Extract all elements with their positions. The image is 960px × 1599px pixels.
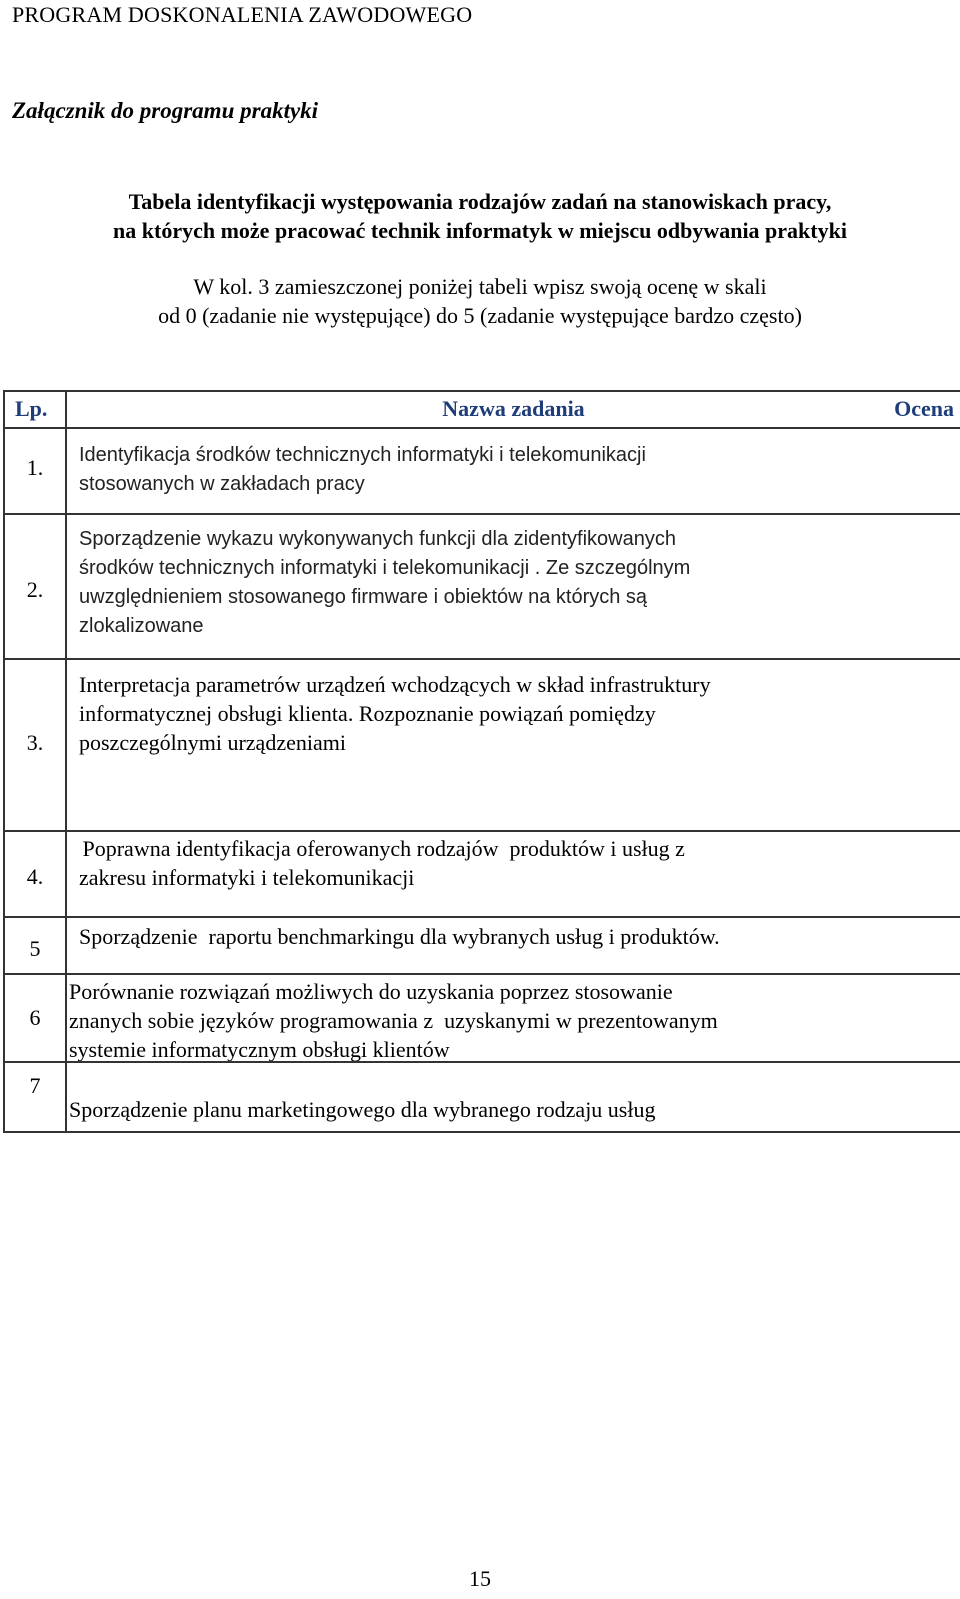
task-line: Sporządzenie raportu benchmarkingu dla wybranych usług i produktów. bbox=[79, 924, 720, 949]
table-row bbox=[5, 658, 960, 830]
row-number: 1. bbox=[26, 455, 44, 480]
task-line: Porównanie rozwiązań możliwych do uzyskania poprzez stosowanie bbox=[69, 979, 673, 1004]
task-line: systemie informatycznym obsługi klientów bbox=[69, 1037, 450, 1062]
row-number-cell bbox=[5, 918, 67, 973]
task-line: zakresu informatyki i telekomunikacji bbox=[79, 865, 415, 890]
task-line: poszczególnymi urządzeniami bbox=[79, 730, 346, 755]
task-line: Identyfikacja środków technicznych informatyki i telekomunikacji bbox=[79, 444, 646, 466]
attachment-title: Załącznik do programu praktyki bbox=[12, 98, 319, 123]
row-number: 6 bbox=[29, 1005, 41, 1030]
table-row bbox=[5, 973, 960, 1061]
table-row bbox=[5, 427, 960, 513]
table-title-line-1: Tabela identyfikacji występowania rodzajów zadań na stanowiskach pracy, bbox=[128, 189, 832, 214]
page-number: 15 bbox=[469, 1566, 491, 1591]
instruction-line-1: W kol. 3 zamieszczonej poniżej tabeli wpisz swoją ocenę w skali bbox=[193, 274, 767, 299]
task-cell bbox=[67, 515, 960, 658]
header-lp: Lp. bbox=[15, 396, 48, 421]
task-line: uwzględnieniem stosowanego firmware i obiektów na których są bbox=[79, 586, 648, 608]
row-number-cell bbox=[5, 660, 67, 830]
row-number: 2. bbox=[26, 577, 44, 602]
task-line: zlokalizowane bbox=[79, 615, 204, 637]
row-number-cell bbox=[5, 832, 67, 916]
header-name: Nazwa zadania bbox=[442, 396, 585, 421]
row-number: 4. bbox=[26, 864, 44, 889]
task-line: znanych sobie języków programowania z uzyskanymi w prezentowanym bbox=[69, 1008, 718, 1033]
task-line: Sporządzenie planu marketingowego dla wybranego rodzaju usług bbox=[69, 1097, 656, 1122]
task-cell bbox=[67, 660, 960, 830]
task-cell bbox=[67, 975, 960, 1061]
task-line: informatycznej obsługi klienta. Rozpoznanie powiązań pomiędzy bbox=[79, 701, 656, 726]
task-cell bbox=[67, 832, 960, 916]
row-number: 3. bbox=[26, 730, 44, 755]
row-number-cell bbox=[5, 1063, 67, 1131]
header-cell-name bbox=[67, 392, 960, 427]
header-cell-lp bbox=[5, 392, 67, 427]
header-ocena: Ocena bbox=[894, 396, 954, 421]
table-header-row bbox=[5, 390, 960, 427]
task-line: Sporządzenie wykazu wykonywanych funkcji dla zidentyfikowanych bbox=[79, 528, 676, 550]
task-line: Interpretacja parametrów urządzeń wchodzących w skład infrastruktury bbox=[79, 672, 711, 697]
task-cell bbox=[67, 429, 960, 513]
task-line: środków technicznych informatyki i telekomunikacji . Ze szczególnym bbox=[79, 557, 691, 579]
table-row bbox=[5, 1061, 960, 1131]
table-row bbox=[5, 830, 960, 916]
task-line: Poprawna identyfikacja oferowanych rodzajów produktów i usług z bbox=[77, 836, 685, 861]
row-number: 5 bbox=[29, 936, 41, 961]
table-row bbox=[5, 916, 960, 973]
task-line: stosowanych w zakładach pracy bbox=[79, 473, 365, 495]
row-number-cell bbox=[5, 975, 67, 1061]
document-header: PROGRAM DOSKONALENIA ZAWODOWEGO bbox=[12, 2, 473, 27]
row-number-cell bbox=[5, 429, 67, 513]
tasks-table bbox=[3, 390, 960, 1133]
instruction-line-2: od 0 (zadanie nie występujące) do 5 (zadanie występujące bardzo często) bbox=[158, 303, 802, 328]
row-number-cell bbox=[5, 515, 67, 658]
task-cell bbox=[67, 918, 960, 973]
table-title-line-2: na których może pracować technik informatyk w miejscu odbywania praktyki bbox=[113, 218, 847, 243]
row-number: 7 bbox=[29, 1073, 41, 1098]
task-cell bbox=[67, 1063, 960, 1131]
table-row bbox=[5, 513, 960, 658]
